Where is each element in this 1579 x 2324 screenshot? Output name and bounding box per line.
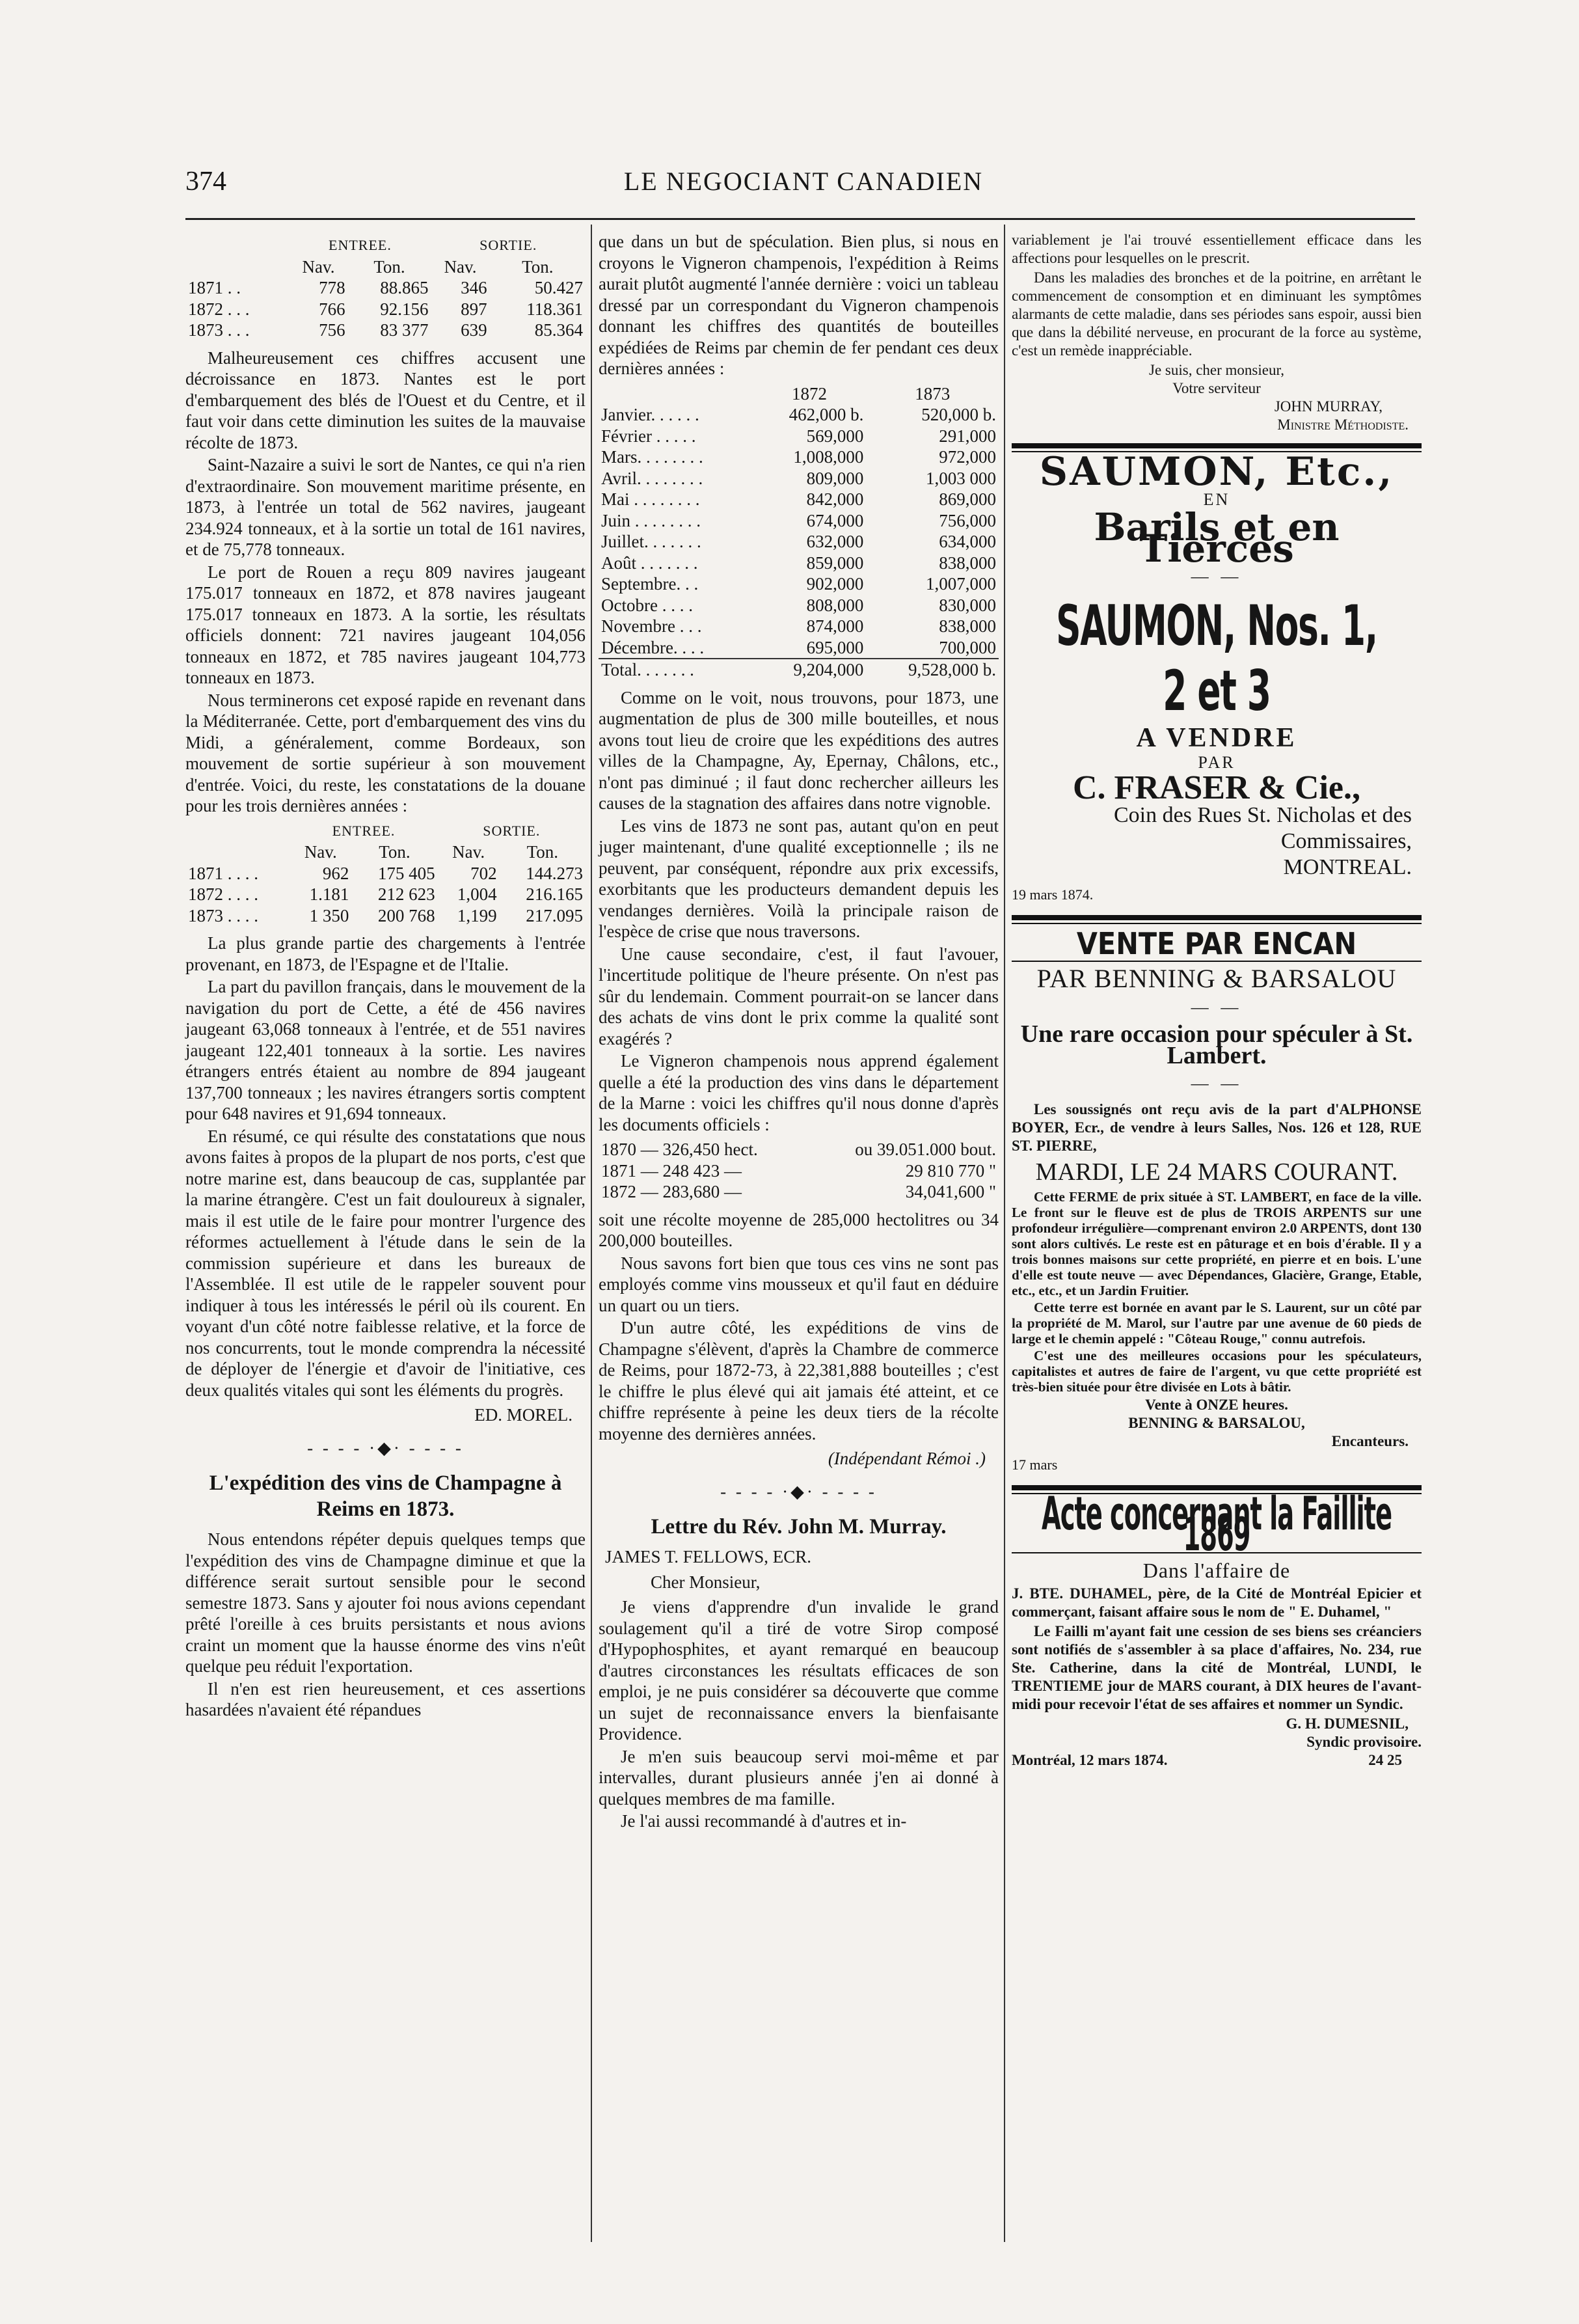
table-row: Juin . . . . . . . . 674,000 756,000 (601, 510, 996, 530)
table-row: Janvier. . . . . . 462,000 b. 520,000 b. (601, 405, 996, 424)
article-headline: L'expédition des vins de Champagne à Reims en 1873. (209, 1471, 562, 1521)
ad-date: 19 mars 1874. (1012, 886, 1094, 903)
paragraph: Nous terminerons cet exposé rapide en revenant dans la Méditerranée. Cette, port d'embarquement des vins du Midi, a généralement, comme Bordeaux, son mouvement de sortie supérieur à son mouvement d'entrée. Voici, du reste, les constatations de la douane pour les trois dernières années : (185, 690, 586, 815)
bankruptcy-notice (1012, 1486, 1422, 1770)
ad-signature: BENNING & BARSALOU, (1128, 1415, 1305, 1431)
letter-signature-title: Ministre Méthodiste. (1277, 417, 1409, 433)
table-row: 1873 . . . 756 83 377 639 85.364 (188, 320, 583, 340)
column-divider-2 (1004, 225, 1005, 2242)
paragraph: Saint-Nazaire a suivi le sort de Nantes, ce qui n'a rien d'extraordinaire. Son mouvement maritime présente, en 1873, à l'entrée un total de 562 navires, jaugeant 234.924 tonneaux, et à la sortie un total de 161 navires, et de 75,778 tonneaux. (185, 455, 586, 559)
ad-signature-title: Syndic provisoire. (1306, 1734, 1422, 1750)
ad-code: 24 25 (1368, 1752, 1402, 1768)
table-row: Avril. . . . . . . . 809,000 1,003 000 (601, 468, 996, 488)
ad-title: VENTE PAR ENCAN (1076, 925, 1357, 961)
column-divider-1 (591, 225, 592, 2242)
paragraph: Je viens d'apprendre d'un invalide le grand soulagement qu'il a tiré de votre Sirop composé d'Hypophosphites, et ayant remarqué en beaucoup d'autres circonstances les résultats efficaces de son emploi, je ne puis considérer sa découverte que comme un sujet de reconnaissance envers la bienfaisante Providence. (599, 1597, 999, 1743)
table-sub-header: Ton. (522, 256, 554, 277)
table-sub-header: Ton. (526, 842, 558, 862)
page-number: 374 (185, 167, 226, 197)
paragraph: Le port de Rouen a reçu 809 navires jaugeant 175.017 tonneaux en 1872, et 878 navires jaugeant 175.017 tonneaux en 1873. A la sortie, les résultats officiels donnent: 721 navires jaugeant 104,056 tonneaux en 1872, et 785 navires jaugeant 104,773 tonneaux en 1873. (185, 562, 586, 687)
ad-title: Acte concernant la Faillite 1869 (1042, 1486, 1392, 1561)
table-group-header: SORTIE. (483, 822, 541, 839)
salmon-advertisement (1012, 449, 1422, 906)
paragraph: D'un autre côté, les expéditions de vins de Champagne s'élèvent, d'après la Chambre de commerce de Reims, pour 1872-73, à 22,381,888 bouteilles ; c'est le chiffre le plus élevé qui ait jamais été atteint, et ce chiffre représente à peine les deux tiers de la récolte moyenne des dernières années. (599, 1318, 999, 1443)
ornament-separator: - - - - ·◆· - - - - (720, 1481, 877, 1501)
publication-title: LE NEGOCIANT CANADIEN (623, 167, 984, 196)
paragraph: que dans un but de spéculation. Bien plus, si nous en croyons le Vigneron champenois, l'expédition à Reims aurait plutôt augmenté l'année dernière : voici un tableau dressé par un correspondant du Vigneron champenois donnant les chiffres des quantités de bouteilles expédiées de Reims par chemin de fer pendant ces deux dernières années : (599, 232, 999, 378)
table-sub-header: Nav. (452, 842, 485, 862)
ad-dated: Montréal, 12 mars 1874. (1012, 1752, 1168, 1768)
table-total-row: Total. . . . . . . 9,204,000 9,528,000 b. (599, 659, 999, 681)
ad-date: 17 mars (1012, 1456, 1058, 1473)
paragraph: Le Vigneron champenois nous apprend également quelle a été la production des vins dans le département de la Marne : voici les chiffres qu'il nous donne d'après les documents officiels : (599, 1051, 999, 1134)
paragraph: soit une récolte moyenne de 285,000 hectolitres ou 34 200,000 bouteilles. (599, 1209, 999, 1250)
table-row: Mai . . . . . . . . 842,000 869,000 (601, 489, 996, 509)
ad-text: Le Failli m'ayant fait une cession de ses biens ses créanciers sont notifiés de s'assembler à sa place d'affaires, No. 234, rue Ste. Catherine, dans la cité de Montréal, LUNDI, le TRENTIEME jour de MARS courant, à DIX heures de l'avant-midi pour recevoir l'état de ses affaires et nommer un Syndic. (1012, 1623, 1422, 1712)
ad-text: Les soussignés ont reçu avis de la part d'ALPHONSE BOYER, Ecr., de vendre à leurs Salles, Nos. 126 et 128, RUE ST. PIERRE, (1012, 1100, 1422, 1154)
paragraph: Nous savons fort bien que tous ces vins ne sont pas employés comme vins mousseux et qu'il faut en déduire un quart ou un tiers. (599, 1253, 999, 1315)
ad-title: SAUMON, Etc., (1039, 449, 1394, 495)
ad-date: MARDI, LE 24 MARS COURANT. (1035, 1158, 1398, 1186)
salutation: Cher Monsieur, (651, 1572, 761, 1592)
table-sub-header: Ton. (379, 842, 411, 862)
ad-text: PAR (1198, 753, 1235, 772)
ad-subtitle: Barils et en Tierces (1094, 505, 1340, 571)
table-row: Septembre. . . 902,000 1,007,000 (601, 574, 996, 594)
paragraph: Nous entendons répéter depuis quelques temps que l'expédition des vins de Champagne diminue et que la différence serait surtout sensible pour le second semestre 1873. Sans y ajouter foi nous avions cependant prêté l'oreille à ces bruits persistants et nous avions craint un moment que la hausse énorme des vins n'eût quelque peu réduit l'exportation. (185, 1529, 586, 1676)
ornament-separator: - - - - ·◆· - - - - (307, 1438, 464, 1458)
table-sub-header: Nav. (302, 256, 335, 277)
ad-text: J. BTE. DUHAMEL, père, de la Cité de Montréal Epicier et commerçant, faisant affaire sous le nom de " E. Duhamel, " (1012, 1585, 1422, 1620)
table-row: Février . . . . . 569,000 291,000 (601, 426, 996, 446)
table-row: Août . . . . . . . 859,000 838,000 (601, 553, 996, 573)
ad-date (1012, 1751, 1422, 1770)
table-row: 1871 . . 778 88.865 346 50.427 (188, 278, 583, 297)
table-row: 1870 — 326,450 hect. ou 39.051.000 bout. (601, 1140, 996, 1159)
column-2 (599, 231, 999, 1833)
paragraph: Comme on le voit, nous trouvons, pour 1873, une augmentation de plus de 300 mille bouteilles, et nous avons tout lieu de croire que les expéditions des autres villes de la Champagne, Ay, Epernay, Châlons, etc., n'ont pas diminué ; il faut donc rechercher ailleurs les causes de la stagnation des affaires dans notre vignoble. (599, 687, 999, 813)
ad-text: C'est une des meilleures occasions pour les spéculateurs, capitalistes et autres de faire de l'argent, vu que cette propriété est très-bien située pour être divisée en Lots à bâtir. (1012, 1348, 1422, 1395)
table-group-header: ENTREE. (332, 822, 396, 839)
paragraph: Une cause secondaire, c'est, il faut l'avouer, l'incertitude politique de l'heure présente. On n'est pas sûr du lendemain. Comment pourrait-on se lancer dans des achats de vins dont le prix comme la qualité sont exagérés ? (599, 944, 999, 1048)
shipping-table-2 (185, 821, 586, 927)
table-sub-header: Nav. (304, 842, 337, 862)
source-credit: (Indépendant Rémoi .) (828, 1449, 986, 1468)
ad-auctioneers: PAR BENNING & BARSALOU (1036, 964, 1397, 993)
paragraph: Je m'en suis beaucoup servi moi-même et par intervalles, durant plusieurs année j'en ai donné à quelques membres de ma famille. (599, 1746, 999, 1809)
ad-signature: G. H. DUMESNIL, (1286, 1716, 1409, 1732)
paragraph: Il n'en est rien heureusement, et ces assertions hasardées n'avaient été répandues (185, 1678, 586, 1719)
addressee: JAMES T. FELLOWS, ECR. (605, 1547, 812, 1566)
table-row: Novembre . . . 874,000 838,000 (601, 616, 996, 636)
ad-product: SAUMON, Nos. 1, 2 et 3 (1056, 593, 1377, 724)
page-header (185, 166, 1422, 205)
ad-city: MONTREAL. (1283, 855, 1412, 879)
table-row: 1872 . . . . 1.181 212 623 1,004 216.165 (188, 884, 583, 904)
article-headline: Lettre du Rév. John M. Murray. (651, 1515, 947, 1538)
table-group-header: ENTREE. (329, 237, 392, 253)
ad-signature-title: Encanteurs. (1331, 1433, 1409, 1449)
paragraph: Dans les maladies des bronches et de la poitrine, en arrêtant le commencement de consomption et en diminuant les symptômes alarmants de cette maladie, dans ses périodes sans espoir, aussi bien que dans la débilité nerveuse, en procurant de la force au système, c'est un remède inappréciable. (1012, 269, 1422, 359)
table-header: 1872 (791, 383, 827, 403)
paragraph: variablement je l'ai trouvé essentiellement efficace dans les affections pour lesquelles on le prescrit. (1012, 232, 1422, 266)
table-row: Juillet. . . . . . . 632,000 634,000 (601, 532, 996, 551)
table-row: Mars. . . . . . . . 1,008,000 972,000 (601, 447, 996, 467)
table-sub-header: Nav. (444, 256, 477, 277)
shipping-table-1 (185, 235, 586, 341)
header-rule (185, 218, 1415, 220)
paragraph: La part du pavillon français, dans le mouvement de la navigation du port de Cette, a été de 456 navires jaugeant 63,068 tonneaux à l'entrée, et de 551 navires jaugeant 122,401 tonneaux à la sortie. Les navires étrangers entrés étaient au nombre de 894 jaugeant 137,700 tonneaux ; les navires étrangers sortis comptent pour 648 navires et 91,694 tonneaux. (185, 977, 586, 1123)
table-row: 1872 . . . 766 92.156 897 118.361 (188, 299, 583, 319)
letter-signature: JOHN MURRAY, (1274, 398, 1383, 415)
paragraph: En résumé, ce qui résulte des constatations que nous avons faites à propos de la plupart de nos ports, c'est que notre marine est, dans beaucoup de cas, supplantée par la marine étrangère. C'est un fait douloureux à signaler, mais il est utile de le faire pour montrer l'urgence des réformes actuellement à l'étude dans le sein de la commission supérieure et dans les bureaux de l'Assemblée. Il est utile de le rappeler souvent pour indiquer à tous les intéressés le péril où ils courent. En voyant d'un côté notre faiblesse relative, et la force de nos concurrents, tout le monde comprendra la nécessité de déployer de l'énergie et d'avoir de l'initiative, ces deux qualités vitales qui sont les éléments du progrès. (185, 1126, 586, 1400)
table-sub-header: Ton. (373, 256, 405, 277)
ad-text: EN (1203, 489, 1230, 509)
ad-text: A VENDRE (1136, 722, 1297, 753)
author-signature: ED. MOREL. (474, 1405, 573, 1425)
champagne-table (599, 383, 999, 681)
letter-closing: Votre serviteur (1172, 380, 1261, 396)
ad-headline: Une rare occasion pour spéculer à St. Lambert. (1020, 1020, 1413, 1069)
column-3 (1012, 231, 1422, 1770)
ad-rule (1012, 915, 1422, 924)
paragraph: Les vins de 1873 ne sont pas, autant qu'on en peut juger maintenant, d'une qualité exceptionnelle ; ils ne peuvent, par conséquent, répondre aux prix excessifs, exorbitants que les producteurs demandent depuis les vendanges dernières. Voilà la principale raison de l'espèce de crise que nous traversons. (599, 815, 999, 941)
ad-text: Vente à ONZE heures. (1145, 1397, 1288, 1413)
ad-text: Cette FERME de prix située à ST. LAMBERT, en face de la ville. Le front sur le fleuve est de plus de TROIS ARPENTS sur une profondeur irrégulière—comprenant environ 2.0 ARPENTS, dont 130 sont alors cultivés. Le reste est en pâturage et en bois d'érable. Il y a trois bonnes maisons sur cette propriété, en pierre et en bois. L'une d'elle est toute neuve — avec Dépendances, Glacière, Grange, Etable, etc., etc., et un Jardin Fruitier. (1012, 1189, 1422, 1298)
paragraph: Je l'ai aussi recommandé à d'autres et in- (621, 1811, 907, 1831)
auction-advertisement (1012, 925, 1422, 1476)
ad-dash: — — (1191, 566, 1243, 586)
table-row: 1872 — 283,680 — 34,041,600 " (601, 1182, 996, 1201)
paragraph: Malheureusement ces chiffres accusent une décroissance en 1873. Nantes est le port d'embarquement des blés de l'Ouest et du Centre, et il faut voir dans cette diminution les suites de la mauvaise récolte de 1873. (185, 348, 586, 452)
ad-address: Commissaires, (1280, 829, 1412, 853)
letter-closing: Je suis, cher monsieur, (1149, 362, 1284, 378)
table-row: 1873 . . . . 1 350 200 768 1,199 217.095 (188, 905, 583, 925)
table-group-header: SORTIE. (479, 237, 537, 253)
table-row: 1871 . . . . 962 175 405 702 144.273 (188, 863, 583, 883)
production-table (599, 1139, 999, 1203)
ad-address: Coin des Rues St. Nicholas et des (1113, 803, 1412, 827)
ad-text: Dans l'affaire de (1142, 1558, 1291, 1582)
table-row: Décembre. . . . 695,000 700,000 (601, 637, 996, 657)
column-1 (185, 231, 586, 1722)
ad-dash: — — (1191, 996, 1243, 1017)
paragraph: La plus grande partie des chargements à l'entrée provenant, en 1873, de l'Espagne et de l'Italie. (185, 933, 586, 974)
ad-dash: — — (1191, 1073, 1243, 1093)
table-row: Octobre . . . . 808,000 830,000 (601, 595, 996, 615)
table-header: 1873 (915, 383, 951, 403)
ad-firm: C. FRASER & Cie., (1073, 769, 1360, 806)
ad-text: Cette terre est bornée en avant par le S. Laurent, sur un côté par la propriété de M. Marol, sur l'autre par une avenue de 60 pieds de large et le chemin appelé : "Côteau Rouge," connu autrefois. (1012, 1300, 1422, 1347)
table-row: 1871 — 248 423 — 29 810 770 " (601, 1160, 996, 1181)
